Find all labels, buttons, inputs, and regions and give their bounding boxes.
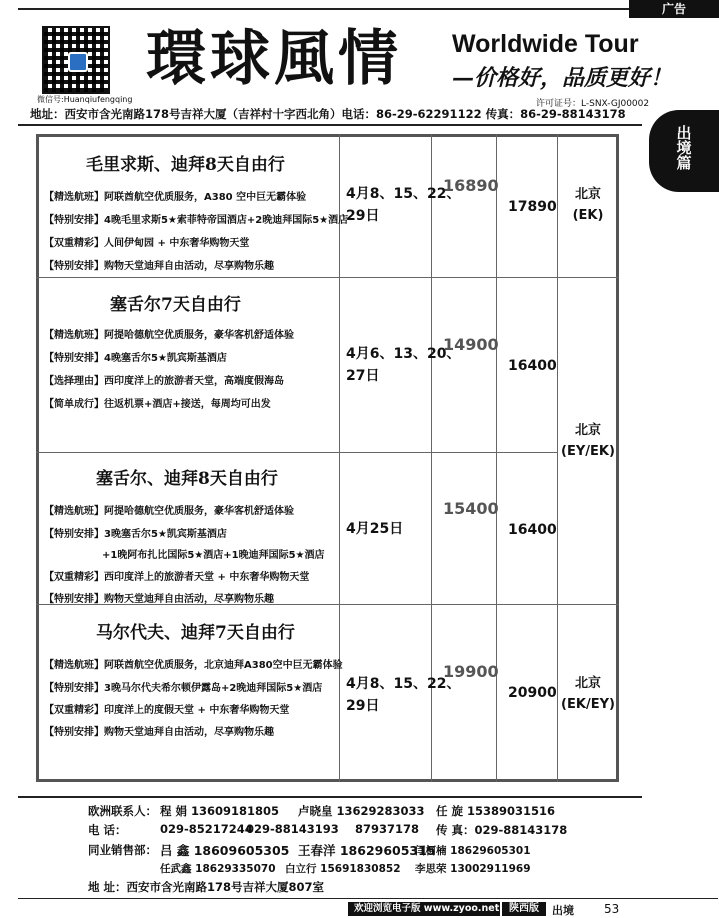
table-row-divider xyxy=(36,277,558,278)
route-title: 塞舌尔7天自由行 xyxy=(110,295,241,315)
route-feature: 【选择理由】西印度洋上的旅游者天堂，高端度假海岛 xyxy=(44,376,284,387)
route-feature: 【特别安排】4晚塞舌尔5★凯宾斯基酒店 xyxy=(44,353,227,364)
bottom-divider xyxy=(18,898,718,899)
route-feature: 【特别安排】4晚毛里求斯5★索菲特帝国酒店+2晚迪拜国际5★酒店 xyxy=(44,215,349,226)
dates-line: 29日 xyxy=(346,698,380,714)
wechat-qr-code xyxy=(42,26,110,94)
departure-city: 北京 xyxy=(574,423,601,438)
route-feature: 【双重精彩】印度洋上的度假天堂 + 中东奢华购物天堂 xyxy=(44,705,290,716)
route-feature: 【精选航班】阿提哈德航空优质服务，豪华客机舒适体验 xyxy=(44,506,294,517)
sales-contact: 王春洋 18629605315 xyxy=(298,843,436,858)
sales-contact: 吕 鑫 18609605305 xyxy=(160,843,290,858)
route-feature: 【特别安排】3晚塞舌尔5★凯宾斯基酒店 xyxy=(44,529,227,540)
table-row-divider xyxy=(557,277,619,278)
footer-website-bar: 欢迎浏览电子版 www.zyoo.net xyxy=(348,902,500,916)
departure-info xyxy=(558,184,618,226)
sales-contact: 白立行 15691830852 xyxy=(285,863,401,875)
departure-dates xyxy=(346,518,403,540)
route-feature: 【双重精彩】人间伊甸园 + 中东奢华购物天堂 xyxy=(44,238,250,249)
section-tab-char: 境 xyxy=(676,139,692,157)
departure-city: 北京 xyxy=(574,187,601,202)
sales-contact: 李思荣 13002911969 xyxy=(415,863,531,875)
route-title: 毛里求斯、迪拜8天自由行 xyxy=(86,155,285,175)
phone-number: 029-88143193 xyxy=(246,822,339,836)
route-feature: 【简单成行】往返机票+酒店+接送，每周均可出发 xyxy=(44,399,271,410)
header-divider xyxy=(18,124,642,126)
phone-number: 029-85217244 xyxy=(160,822,253,836)
price-b: 16400 xyxy=(508,358,557,374)
sales-label: 同业销售部： xyxy=(88,843,157,857)
departure-airline: (EK) xyxy=(572,208,604,223)
dates-line: 4月25日 xyxy=(346,521,404,537)
price-a: 15400 xyxy=(443,499,499,518)
departure-airline: (EK/EY) xyxy=(561,697,615,712)
dates-line: 4月8、15、22、 xyxy=(346,186,461,202)
route-title: 塞舌尔、迪拜8天自由行 xyxy=(96,469,278,489)
dates-line: 4月8、15、22、 xyxy=(346,676,461,692)
route-feature: 【精选航班】阿联酋航空优质服务，A380 空中巨无霸体验 xyxy=(44,192,307,203)
section-name: 出境 xyxy=(552,904,574,917)
top-rule xyxy=(18,8,629,10)
brand-name-en: Worldwide Tour xyxy=(452,30,639,58)
route-title: 马尔代夫、迪拜7天自由行 xyxy=(96,623,295,643)
sales-contact: 任武鑫 18629335070 xyxy=(160,863,276,875)
phone-label: 电 话： xyxy=(88,823,127,837)
section-tab-char: 出 xyxy=(676,124,692,142)
office-address: 地 址：西安市含光南路178号吉祥大厦807室 xyxy=(88,880,325,894)
dates-line: 27日 xyxy=(346,368,380,384)
route-feature: 【双重精彩】西印度洋上的旅游者天堂 + 中东奢华购物天堂 xyxy=(44,572,310,583)
qr-logo-icon xyxy=(68,52,88,72)
dates-line: 4月6、13、20、 xyxy=(346,346,461,362)
footer-divider xyxy=(18,796,642,798)
table-row-divider xyxy=(557,604,619,605)
company-address-line: 地址：西安市含光南路178号吉祥大厦（吉祥村十字西北角）电话：86-29-62291122 传真：86-29-88143178 xyxy=(30,107,626,121)
price-a: 16890 xyxy=(443,176,499,195)
route-feature: 【精选航班】阿联酋航空优质服务，北京迪拜A380空中巨无霸体验 xyxy=(44,660,343,671)
fax-number: 传 真：029-88143178 xyxy=(436,823,568,837)
dates-line: 29日 xyxy=(346,208,380,224)
price-b: 20900 xyxy=(508,685,557,701)
europe-contact-label: 欧洲联系人： xyxy=(88,804,157,818)
table-row-divider xyxy=(36,452,558,453)
price-a: 19900 xyxy=(443,662,499,681)
route-feature: 【特别安排】购物天堂迪拜自由活动，尽享购物乐趣 xyxy=(44,727,274,738)
price-b: 17890 xyxy=(508,199,557,215)
table-column-divider xyxy=(496,134,497,782)
page-number: 53 xyxy=(604,902,620,916)
europe-contact: 卢晓皇 13629283033 xyxy=(298,804,425,818)
departure-airline: (EY/EK) xyxy=(561,444,615,459)
price-b: 16400 xyxy=(508,522,557,538)
section-tab-char: 篇 xyxy=(676,154,692,172)
route-feature: 【特别安排】购物天堂迪拜自由活动，尽享购物乐趣 xyxy=(44,261,274,272)
ad-tag: 广告 xyxy=(629,0,719,18)
wechat-id: 微信号:Huanqiufengqing xyxy=(37,95,133,104)
phone-number: 87937178 xyxy=(355,822,420,836)
route-feature: 【精选航班】阿提哈德航空优质服务，豪华客机舒适体验 xyxy=(44,330,294,341)
table-column-divider xyxy=(339,134,340,782)
price-a: 14900 xyxy=(443,335,499,354)
europe-contact: 任 旋 15389031516 xyxy=(436,804,556,818)
route-feature: +1晚阿布扎比国际5★酒店+1晚迪拜国际5★酒店 xyxy=(102,550,325,561)
departure-info xyxy=(558,673,618,715)
departure-info-shared xyxy=(558,420,618,462)
sales-contact: 闫柯楠 18629605301 xyxy=(415,845,531,857)
license-number: 许可证号：L-SNX-GJ00002 xyxy=(536,99,650,109)
section-tab-outbound xyxy=(649,110,719,192)
edition-tag: 陕西版 xyxy=(502,902,546,916)
route-feature: 【特别安排】3晚马尔代夫希尔顿伊露岛+2晚迪拜国际5★酒店 xyxy=(44,683,323,694)
departure-city: 北京 xyxy=(574,676,601,691)
slogan: —价格好，品质更好！ xyxy=(452,65,673,91)
route-feature: 【特别安排】购物天堂迪拜自由活动，尽享购物乐趣 xyxy=(44,594,274,605)
europe-contact: 程 娟 13609181805 xyxy=(160,804,280,818)
brand-name-cn: 環球風情 xyxy=(146,24,402,94)
